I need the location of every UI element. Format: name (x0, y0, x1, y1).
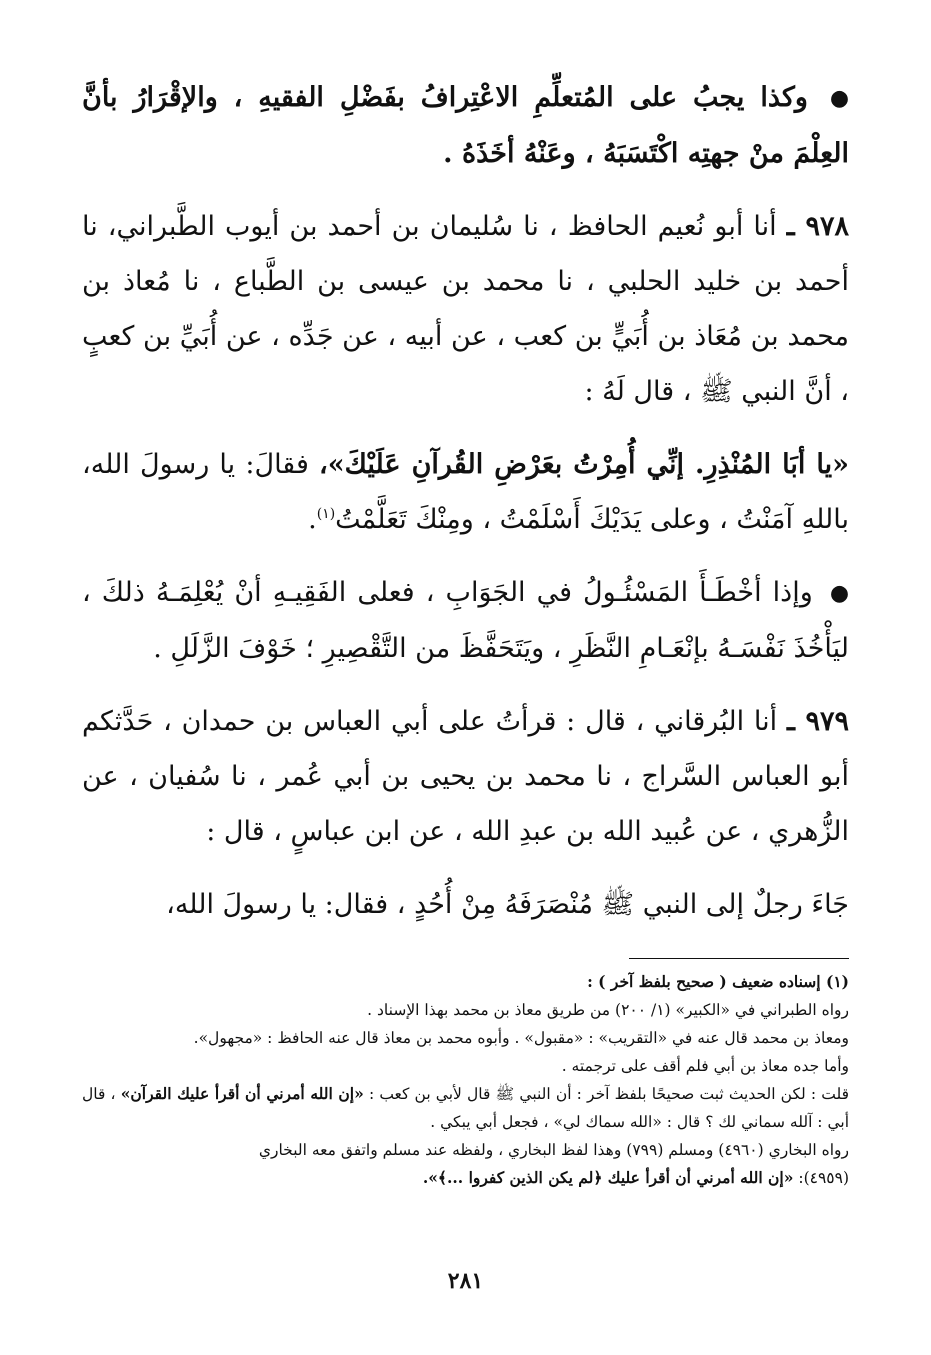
bullet-icon: ● (829, 581, 850, 606)
footnote-text: قلت : لكن الحديث ثبت صحيحًا بلفظ آخر : أن النبي ﷺ قال لأبي بن كعب : (368, 1085, 850, 1103)
paragraph-text: وكذا يجبُ على المُتعلِّمِ الاعْتِرافُ بفَضْلِ الفقيهِ ، والإقْرَارُ بأنَّ العِلْمَ منْ جهتِه اكْتَسَبَهُ ، وعَنْهُ أخَذَهُ . (82, 82, 849, 169)
hadith-979-text (82, 877, 849, 932)
footnote-line: رواه الطبراني في «الكبير» (١/ ٢٠٠) من طريق معاذ بن محمد بهذا الإسناد . (367, 1001, 849, 1019)
footnotes (82, 968, 849, 1192)
paragraph-text: وإذا أخْطَـأَ المَسْئُـولُ في الجَوَابِ ، فعلى الفَقِيـهِ أنْ يُعْلِمَـهُ ذلكَ ، ليَأْخُذَ نَفْسَـهُ بإنْعَـامِ النَّظَرِ ، ويَتَحَفَّظَ من التَّقْصِيرِ ؛ خَوْفَ الزَّلَلِ . (82, 577, 849, 664)
hadith-number: ٩٧٨ ـ (786, 211, 849, 242)
footnote-line (82, 1164, 849, 1192)
footnote-text: (٤٩٥٩): (798, 1169, 849, 1187)
footnote-line: رواه البخاري (٤٩٦٠) ومسلم (٧٩٩) وهذا لفظ البخاري ، ولفظه عند مسلم واتفق معه البخاري (258, 1141, 849, 1159)
footnote-line: ومعاذ بن محمد قال عنه في «التقريب» : «مقبول» . وأبوه محمد بن معاذ قال عنه الحافظ : «مجهول». (193, 1029, 849, 1047)
hadith-chain: أنا البُرقاني ، قال : قرأتُ على أبي العباس بن حمدان ، حَدَّثكم أبو العباس السَّراج ، نا محمد بن يحيى بن أبي عُمر ، نا سُفيان ، عن الزُّهري ، عن عُبيد الله بن عبدِ الله ، عن ابن عباسٍ ، قال : (82, 706, 849, 847)
footnote-quote: «إن الله أمرني أن أقرأ عليك القرآن» (120, 1084, 364, 1103)
footnote-title: (١) إسناده ضعيف ( صحيح بلفظ آخر ) : (587, 972, 849, 991)
footnote-divider (629, 958, 849, 959)
sentence-end: . (308, 504, 317, 535)
prophet-quote: «يا أبَا المُنْذِرِ. إنِّي أُمِرْتُ بعَرْضِ القُرآنِ عَلَيْكَ»، (319, 449, 849, 480)
paragraph-correcting-error (82, 565, 849, 676)
hadith-978 (82, 199, 849, 419)
hadith-text: جَاءَ رجلٌ إلى النبي ﷺ مُنْصَرَفَهُ مِنْ أُحُدٍ ، فقال: يا رسولَ الله، (166, 889, 849, 920)
footnote-text: ، قال أبي : آلله سماني لك ؟ قال : «الله سماك لي» ، فجعل أبي يبكي . (82, 1085, 849, 1131)
paragraph-scholar-virtue (82, 70, 849, 181)
footnote-quote: «إن الله أمرني أن أقرأ عليك ﴿لم يكن الذين كفروا ...﴾». (422, 1168, 794, 1187)
page-number: ٢٨١ (447, 1268, 484, 1294)
bullet-icon: ● (829, 85, 850, 111)
footnote-reference: (١) (316, 506, 336, 522)
hadith-chain: أنا أبو نُعيم الحافظ ، نا سُليمان بن أحمد بن أيوب الطَّبراني، نا أحمد بن خليد الحلبي ، نا محمد بن عيسى بن الطَّباع ، نا مُعاذ بن محمد بن مُعَاذ بن أُبَيٍّ بن كعب ، عن أبيه ، عن جَدِّه ، عن أُبَيِّ بن كعبٍ ، أنَّ النبي ﷺ ، قال لَهُ : (82, 211, 849, 407)
companion-reply: فقالَ: يا رسولَ الله، باللهِ آمَنْتُ ، وعلى يَدَيْكَ أَسْلَمْتُ ، ومِنْكَ تَعَلَّمْتُ (82, 449, 849, 535)
footnote-line (82, 1080, 849, 1136)
hadith-978-text (82, 437, 849, 547)
hadith-979 (82, 694, 849, 859)
hadith-number: ٩٧٩ ـ (786, 706, 849, 737)
footnote-line: وأما جده معاذ بن أبي فلم أقف على ترجمته . (561, 1057, 849, 1075)
